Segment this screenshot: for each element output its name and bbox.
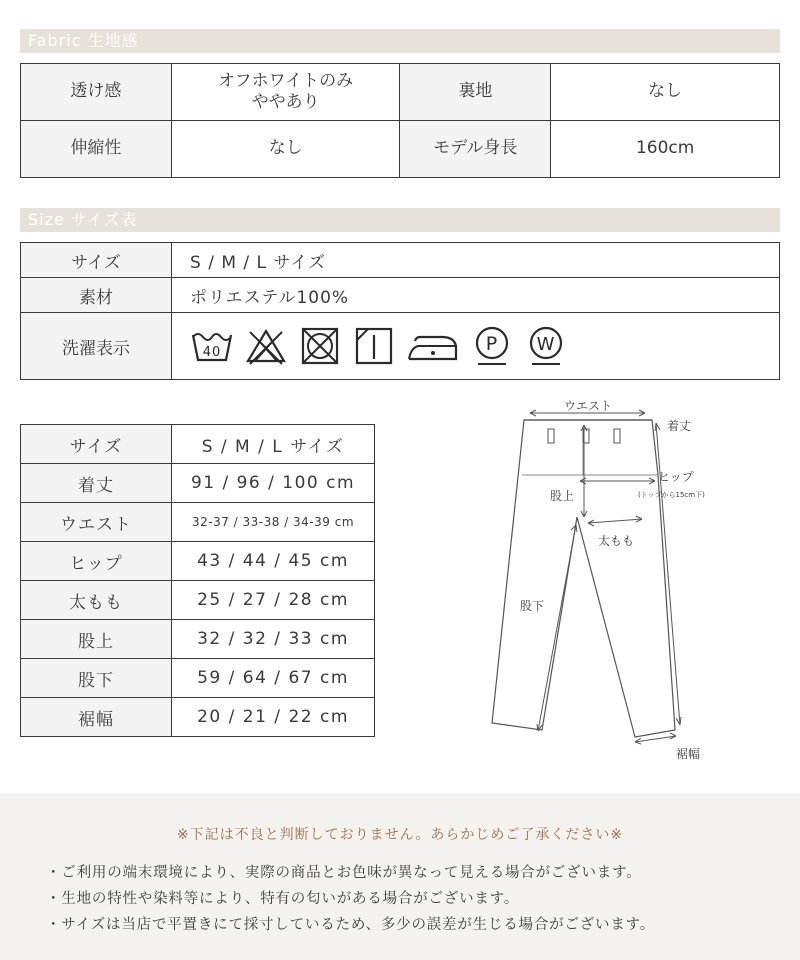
thigh-label: 太もも <box>598 534 635 548</box>
fabric-label-lining: 裏地 <box>400 64 551 121</box>
measurement-table <box>20 424 375 737</box>
table-row <box>21 313 780 380</box>
table-row <box>21 698 375 737</box>
measure-value-rise: 32 / 32 / 33 cm <box>172 620 375 659</box>
fabric-label-sheerness: 透け感 <box>21 64 172 121</box>
measure-label-length: 着丈 <box>21 464 172 503</box>
fabric-value-stretch: なし <box>171 121 400 178</box>
measure-value-inseam: 59 / 64 / 67 cm <box>172 659 375 698</box>
rise-label: 股上 <box>550 489 575 503</box>
line-dry-shade-icon <box>352 326 396 366</box>
size-info-table <box>20 242 780 380</box>
hip-label: ヒップ <box>658 470 694 484</box>
notice-title: ※下記は不良と判断しておりません。あらかじめご了承ください※ <box>176 827 624 843</box>
table-row <box>21 581 375 620</box>
measure-header-value: S / M / L サイズ <box>172 425 375 464</box>
notice-line: ・サイズは当店で平置きにて採寸しているため、多少の誤差が生じる場合がございます。 <box>46 917 656 933</box>
fabric-value-model-height: 160cm <box>551 121 780 178</box>
measure-label-hip: ヒップ <box>21 542 172 581</box>
table-row <box>21 278 780 313</box>
measure-value-hem: 20 / 21 / 22 cm <box>172 698 375 737</box>
measure-label-rise: 股上 <box>21 620 172 659</box>
table-row <box>21 503 375 542</box>
measure-label-hem: 裾幅 <box>21 698 172 737</box>
size-section-header: Size サイズ表 <box>20 208 780 232</box>
wash-40-icon <box>190 326 234 366</box>
table-row <box>21 620 375 659</box>
table-row <box>21 542 375 581</box>
care-icons-cell <box>172 313 780 380</box>
notice-line: ・生地の特性や染料等により、特有の匂いがある場合がございます。 <box>46 891 520 907</box>
table-row <box>21 64 780 121</box>
fabric-value-lining: なし <box>551 64 780 121</box>
belt-loop <box>548 429 554 443</box>
measure-value-length: 91 / 96 / 100 cm <box>172 464 375 503</box>
dryclean-letter: P <box>485 333 499 355</box>
fabric-table <box>20 63 780 178</box>
fabric-value-sheerness <box>171 64 400 121</box>
sheerness-line1: オフホワイトのみ <box>218 70 354 91</box>
no-bleach-icon <box>244 326 288 366</box>
table-row <box>21 659 375 698</box>
notice-box <box>0 793 800 960</box>
measure-value-waist: 32-37 / 33-38 / 34-39 cm <box>172 503 375 542</box>
table-row <box>21 425 375 464</box>
pants-measurement-diagram <box>480 395 780 775</box>
wet-clean-w-icon <box>524 325 568 367</box>
waist-label: ウエスト <box>563 399 613 413</box>
wash-temp-text: 40 <box>202 345 222 360</box>
dry-clean-p-icon <box>470 325 514 367</box>
table-row <box>21 121 780 178</box>
size-label: サイズ <box>21 243 172 278</box>
sheerness-line2: ややあり <box>251 92 320 112</box>
notice-line: ・ご利用の端末環境により、実際の商品とお色味が異なって見える場合がございます。 <box>46 865 642 881</box>
fabric-label-stretch: 伸縮性 <box>21 121 172 178</box>
belt-loop <box>614 429 620 443</box>
fabric-label-model-height: モデル身長 <box>400 121 551 178</box>
table-row <box>21 464 375 503</box>
low-iron-icon <box>406 326 460 366</box>
hip-note: (トップから15cm下) <box>638 491 705 499</box>
measure-value-hip: 43 / 44 / 45 cm <box>172 542 375 581</box>
measure-header-label: サイズ <box>21 425 172 464</box>
no-tumble-dry-icon <box>298 326 342 366</box>
measure-label-inseam: 股下 <box>21 659 172 698</box>
hem-label: 裾幅 <box>676 747 701 761</box>
care-icons <box>190 325 779 367</box>
fabric-section-header: Fabric 生地感 <box>20 29 780 53</box>
size-value: S / M / L サイズ <box>172 243 780 278</box>
care-label: 洗濯表示 <box>21 313 172 380</box>
measure-label-thigh: 太もも <box>21 581 172 620</box>
measure-value-thigh: 25 / 27 / 28 cm <box>172 581 375 620</box>
material-value: ポリエステル100% <box>172 278 780 313</box>
measure-label-waist: ウエスト <box>21 503 172 542</box>
material-label: 素材 <box>21 278 172 313</box>
table-row <box>21 243 780 278</box>
wetclean-letter: W <box>536 334 556 355</box>
inseam-label: 股下 <box>520 599 545 613</box>
length-label: 着丈 <box>667 419 692 433</box>
